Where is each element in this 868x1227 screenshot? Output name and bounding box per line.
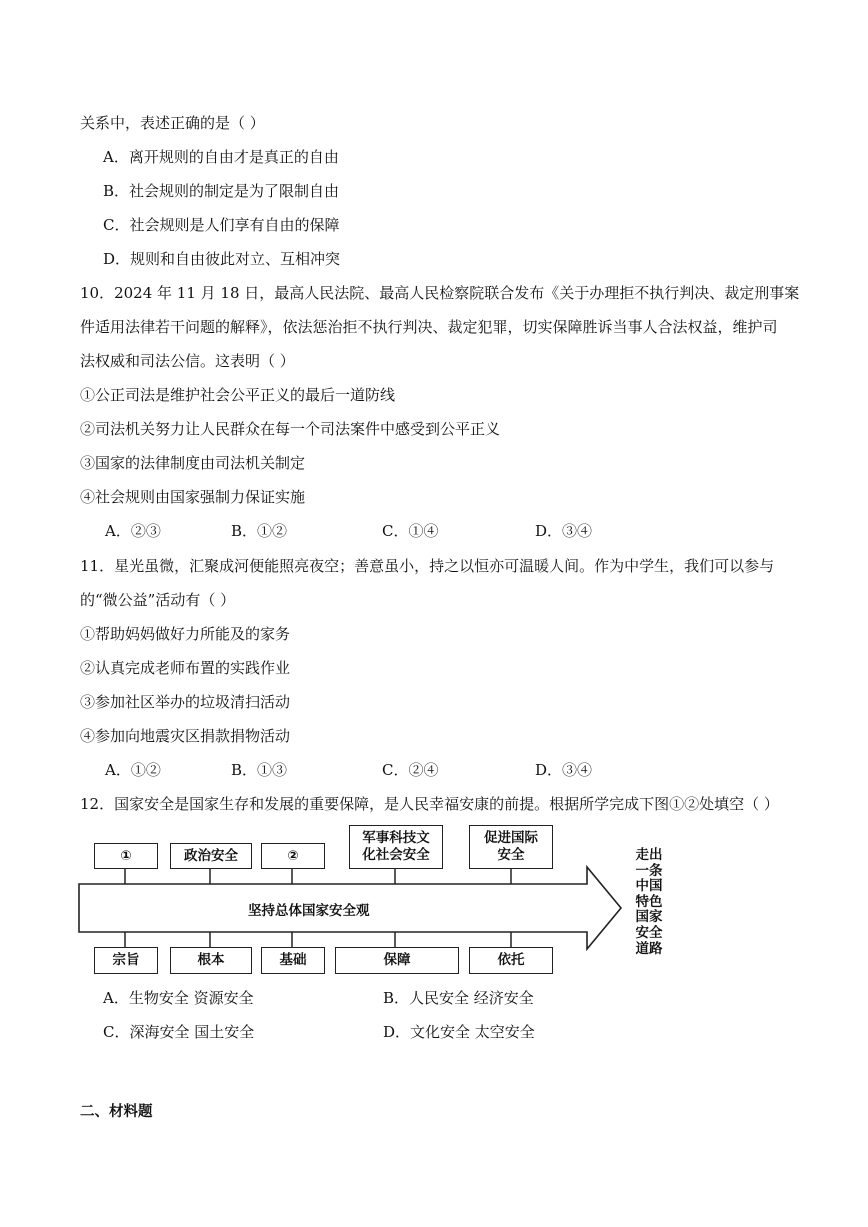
top-box-military-tech-culture-social: 军事科技文化社会安全 [349,825,443,869]
q10-item-3: ③国家的法律制度由司法机关制定 [80,454,306,472]
q11-item-1: ①帮助妈妈做好力所能及的家务 [80,625,291,643]
bottom-box-basis: 基础 [261,947,325,974]
q10-choice-c: C．①④ [382,522,439,540]
side-text-road: 走出 一条 中国 特色 国家 安全 道路 [635,847,663,957]
q11-item-2: ②认真完成老师布置的实践作业 [80,659,291,677]
q9-option-b: B．社会规则的制定是为了限制自由 [103,182,340,200]
q11-item-3: ③参加社区举办的垃圾清扫活动 [80,693,291,711]
q12-choice-d: D．文化安全 太空安全 [383,1023,535,1041]
bottom-box-support: 依托 [469,947,553,974]
q9-option-c: C．社会规则是人们享有自由的保障 [103,216,340,234]
q12-choice-b: B．人民安全 经济安全 [383,989,534,1007]
q10-item-2: ②司法机关努力让人民群众在每一个司法案件中感受到公平正义 [80,420,501,438]
arrow-label: 坚持总体国家安全观 [248,903,370,919]
q9-stem-tail: 关系中，表述正确的是（ ） [80,114,265,132]
top-box-blank-1: ① [94,843,158,869]
q10-item-1: ①公正司法是维护社会公平正义的最后一道防线 [80,386,396,404]
bottom-box-foundation: 根本 [170,947,252,974]
q9-option-a: A．离开规则的自由才是真正的自由 [103,148,339,166]
q11-choice-a: A．①② [105,761,161,779]
q11-item-4: ④参加向地震灾区捐款捐物活动 [80,727,291,745]
top-box-political-security: 政治安全 [170,843,252,869]
q11-stem-line-2: 的“微公益”活动有（ ） [80,591,236,609]
top-box-international-security: 促进国际安全 [469,825,553,869]
q11-choice-d: D．③④ [535,761,593,779]
q10-choice-b: B．①② [231,522,288,540]
q10-choice-a: A．②③ [105,522,161,540]
q10-stem-line-1: 10．2024 年 11 月 18 日，最高人民法院、最高人民检察院联合发布《关于办理拒不执行判决、裁定刑事案 [80,284,800,302]
national-security-diagram [78,822,678,982]
q11-choice-b: B．①③ [231,761,288,779]
q12-choice-c: C．深海安全 国土安全 [103,1023,255,1041]
q12-choice-a: A．生物安全 资源安全 [103,989,254,1007]
q10-choice-d: D．③④ [535,522,593,540]
q10-stem-line-3: 法权威和司法公信。这表明（ ） [80,352,295,370]
bottom-box-guarantee: 保障 [335,947,459,974]
q12-stem: 12．国家安全是国家生存和发展的重要保障，是人民幸福安康的前提。根据所学完成下图①②处填空（ ） [80,795,779,813]
bottom-box-purpose: 宗旨 [94,947,158,974]
q9-option-d: D．规则和自由彼此对立、互相冲突 [103,250,341,268]
q11-stem-line-1: 11．星光虽微，汇聚成河便能照亮夜空；善意虽小，持之以恒亦可温暖人间。作为中学生，我们可以参与 [80,557,775,575]
top-box-blank-2: ② [261,843,325,869]
q10-item-4: ④社会规则由国家强制力保证实施 [80,488,306,506]
q11-choice-c: C．②④ [382,761,439,779]
q10-stem-line-2: 件适用法律若干问题的解释》，依法惩治拒不执行判决、裁定犯罪，切实保障胜诉当事人合法权益，维护司 [80,318,778,336]
section-title: 二、材料题 [80,1104,153,1120]
